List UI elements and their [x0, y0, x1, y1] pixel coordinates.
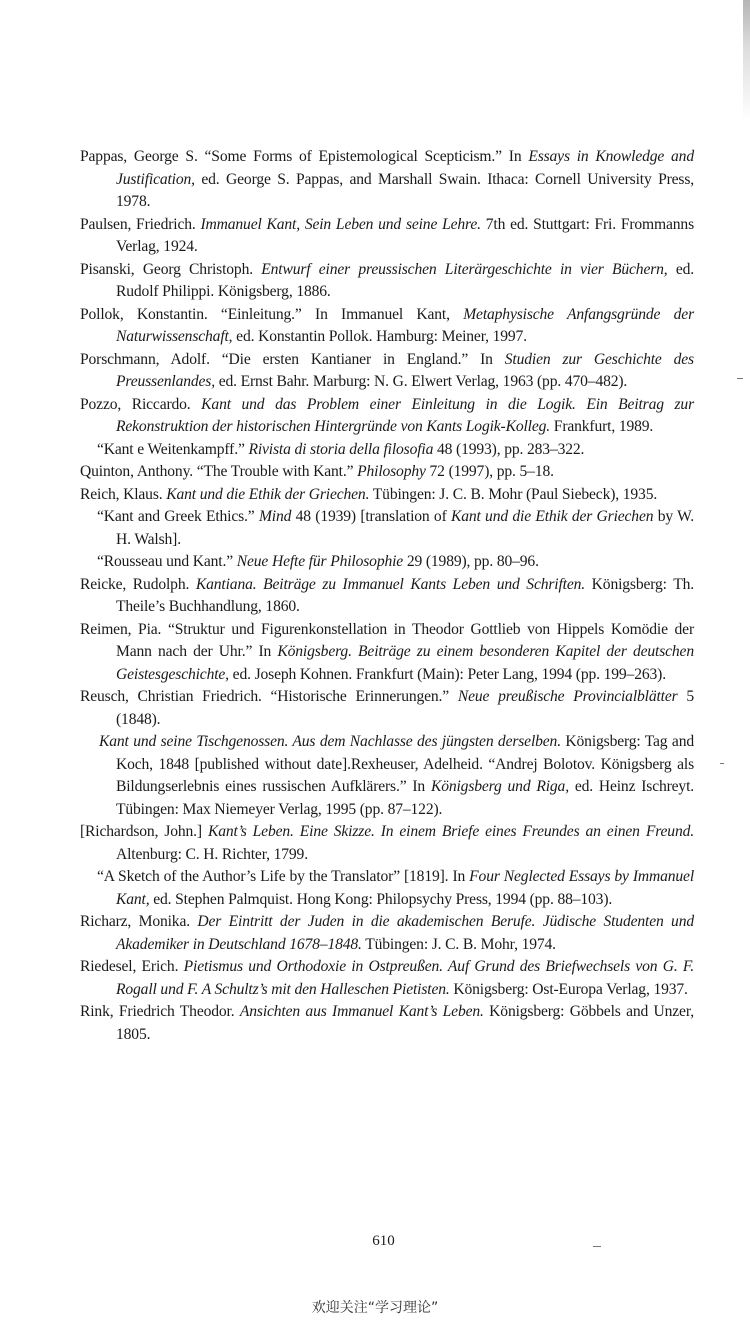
- entry-text: 48 (1939) [translation of: [291, 508, 451, 525]
- entry-text: Quinton, Anthony. “The Trouble with Kant.”: [80, 463, 358, 480]
- entry-text: ed. George S. Pappas, and Marshall Swain. Ithaca: Cornell University Press, 1978.: [116, 170, 694, 210]
- entry-text: ed. Konstantin Pollok. Hamburg: Meiner, 1997.: [232, 328, 527, 345]
- entry-text: [Richardson, John.]: [80, 823, 208, 840]
- entry-text: 48 (1993), pp. 283–322.: [433, 440, 585, 458]
- entry-title: Königsberg. Beiträge zu einem besonderen Kapitel der deutschen Geistesgeschichte,: [116, 643, 694, 683]
- entry-text: Paulsen, Friedrich.: [80, 215, 201, 233]
- entry-text: Frankfurt, 1989.: [550, 418, 654, 435]
- entry-title: Kant und die Ethik der Griechen: [450, 508, 654, 525]
- bibliography-subentry: [80, 731, 694, 821]
- entry-title: Kant und seine Tischgenossen. Aus dem Nachlasse des jüngsten derselben.: [99, 733, 561, 750]
- footer-note: 欢迎关注“学习理论”: [311, 1300, 439, 1316]
- entry-text: 7th ed. Stuttgart: Fri. Frommanns Verlag, 1924.: [116, 215, 694, 255]
- bibliography-subentry: [80, 506, 694, 551]
- entry-text: ed. Ernst Bahr. Marburg: N. G. Elwert Verlag, 1963 (pp. 470–482).: [214, 373, 628, 390]
- entry-text: “Kant e Weitenkampff.”: [97, 440, 249, 458]
- bibliography-list: [80, 146, 694, 1046]
- entry-title: Kantiana. Beiträge zu Immanuel Kants Leben und Schriften.: [195, 575, 586, 593]
- entry-text: Königsberg: Ost-Europa Verlag, 1937.: [449, 980, 688, 998]
- scan-speck: [720, 763, 724, 764]
- bibliography-entry: [80, 214, 694, 259]
- entry-text: Pappas, George S. “Some Forms of Epistemological Scepticism.” In: [80, 148, 529, 165]
- entry-title: Studien zur Geschichte des Preussenlandes,: [116, 350, 694, 390]
- entry-text: ed. Stephen Palmquist. Hong Kong: Philopsychy Press, 1994 (pp. 88–103).: [149, 890, 613, 908]
- entry-text: Königsberg: Tag and Koch, 1848 [published without date].Rexheuser, Adelheid. “Andrej Bolotov. Königsberg als Bildungserlebnis eines russischen Aufklärers.” In: [116, 733, 694, 795]
- entry-text: Rink, Friedrich Theodor.: [80, 1003, 240, 1020]
- entry-title: Entwurf einer preussischen Literärgeschichte in vier Büchern,: [261, 260, 668, 278]
- entry-text: Porschmann, Adolf. “Die ersten Kantianer in England.” In: [80, 350, 505, 368]
- entry-title: Neue preußische Provincialblätter: [457, 688, 678, 705]
- entry-title: Immanuel Kant, Sein Leben und seine Lehre.: [200, 215, 481, 233]
- entry-text: Pollok, Konstantin. “Einleitung.” In Immanuel Kant,: [80, 305, 464, 323]
- entry-text: “Kant and Greek Ethics.”: [97, 508, 259, 525]
- entry-text: Königsberg: Th. Theile’s Buchhandlung, 1860.: [116, 575, 694, 615]
- entry-text: Reimen, Pia. “Struktur und Figurenkonstellation in Theodor Gottlieb von Hippels Komödie der Mann nach der Uhr.” In: [80, 620, 694, 660]
- bibliography-subentry: [80, 551, 694, 574]
- bibliography-subentry: [80, 439, 694, 462]
- bibliography-entry: [80, 349, 694, 394]
- entry-text: ed. Joseph Kohnen. Frankfurt (Main): Peter Lang, 1994 (pp. 199–263).: [228, 665, 666, 683]
- entry-title: Kant und die Ethik der Griechen.: [166, 485, 370, 503]
- entry-title: Pietismus und Orthodoxie in Ostpreußen. Auf Grund des Briefwechsels von G. F. Rogall und F. A Schultz’s mit den Halleschen Pietisten.: [116, 958, 694, 998]
- entry-text: 72 (1997), pp. 5–18.: [425, 463, 554, 480]
- bibliography-entry: [80, 484, 694, 507]
- entry-text: Altenburg: C. H. Richter, 1799.: [116, 845, 308, 863]
- bibliography-entry: [80, 574, 694, 619]
- entry-title: Four Neglected Essays by Immanuel Kant,: [116, 868, 694, 908]
- bibliography-entry: [80, 1001, 694, 1046]
- bibliography-entry: [80, 146, 694, 214]
- entry-text: by W. H. Walsh].: [116, 508, 694, 548]
- entry-text: Königsberg: Göbbels and Unzer, 1805.: [116, 1003, 694, 1043]
- bibliography-entry: [80, 911, 694, 956]
- page-number: 610: [372, 1233, 395, 1249]
- entry-title: Kant’s Leben. Eine Skizze. In einem Briefe eines Freundes an einen Freund.: [207, 823, 694, 840]
- entry-text: Riedesel, Erich.: [80, 958, 184, 975]
- scan-speck: [737, 378, 743, 379]
- entry-text: 5 (1848).: [116, 688, 694, 728]
- entry-text: “A Sketch of the Author’s Life by the Translator” [1819]. In: [97, 868, 470, 885]
- bibliography-entry: [80, 619, 694, 687]
- bibliography-entry: [80, 956, 694, 1001]
- entry-text: Reich, Klaus.: [80, 485, 167, 503]
- entry-text: ed. Heinz Ischreyt. Tübingen: Max Niemeyer Verlag, 1995 (pp. 87–122).: [116, 778, 694, 818]
- entry-text: Richarz, Monika.: [80, 913, 198, 930]
- entry-text: ed. Rudolf Philippi. Königsberg, 1886.: [116, 260, 695, 300]
- entry-text: Tübingen: J. C. B. Mohr, 1974.: [361, 935, 556, 953]
- bibliography-entry: [80, 821, 694, 866]
- entry-title: Mind: [258, 508, 292, 525]
- bibliography-subentry: [80, 866, 694, 911]
- bibliography-entry: [80, 394, 694, 439]
- entry-text: Reusch, Christian Friedrich. “Historische Erinnerungen.”: [80, 688, 458, 705]
- entry-text: Pozzo, Riccardo.: [80, 395, 202, 413]
- entry-title: Philosophy: [357, 463, 426, 480]
- entry-text: 29 (1989), pp. 80–96.: [403, 553, 539, 570]
- entry-text: Tübingen: J. C. B. Mohr (Paul Siebeck), 1935.: [369, 485, 658, 503]
- entry-title: Ansichten aus Immanuel Kant’s Leben.: [239, 1003, 484, 1020]
- entry-title: Essays in Knowledge and Justification,: [116, 148, 694, 188]
- entry-text: Reicke, Rudolph.: [80, 575, 196, 593]
- entry-text: Pisanski, Georg Christoph.: [80, 260, 262, 278]
- bibliography-entry: [80, 304, 694, 349]
- entry-title: Rivista di storia della filosofia: [248, 440, 434, 458]
- bibliography-entry: [80, 259, 694, 304]
- entry-title: Der Eintritt der Juden in die akademischen Berufe. Jüdische Studenten und Akademiker in Deutschland 1678–1848.: [116, 913, 694, 953]
- scan-edge-artifact: [743, 0, 750, 120]
- entry-text: “Rousseau und Kant.”: [97, 553, 237, 570]
- bibliography-entry: [80, 461, 694, 484]
- entry-title: Neue Hefte für Philosophie: [236, 553, 404, 570]
- entry-title: Kant und das Problem einer Einleitung in die Logik. Ein Beitrag zur Rekonstruktion der historischen Hintergründe von Kants Logik-Kolleg.: [116, 395, 694, 435]
- entry-title: Königsberg und Riga,: [430, 778, 569, 795]
- bibliography-entry: [80, 686, 694, 731]
- entry-title: Metaphysische Anfangsgründe der Naturwissenschaft,: [116, 305, 695, 345]
